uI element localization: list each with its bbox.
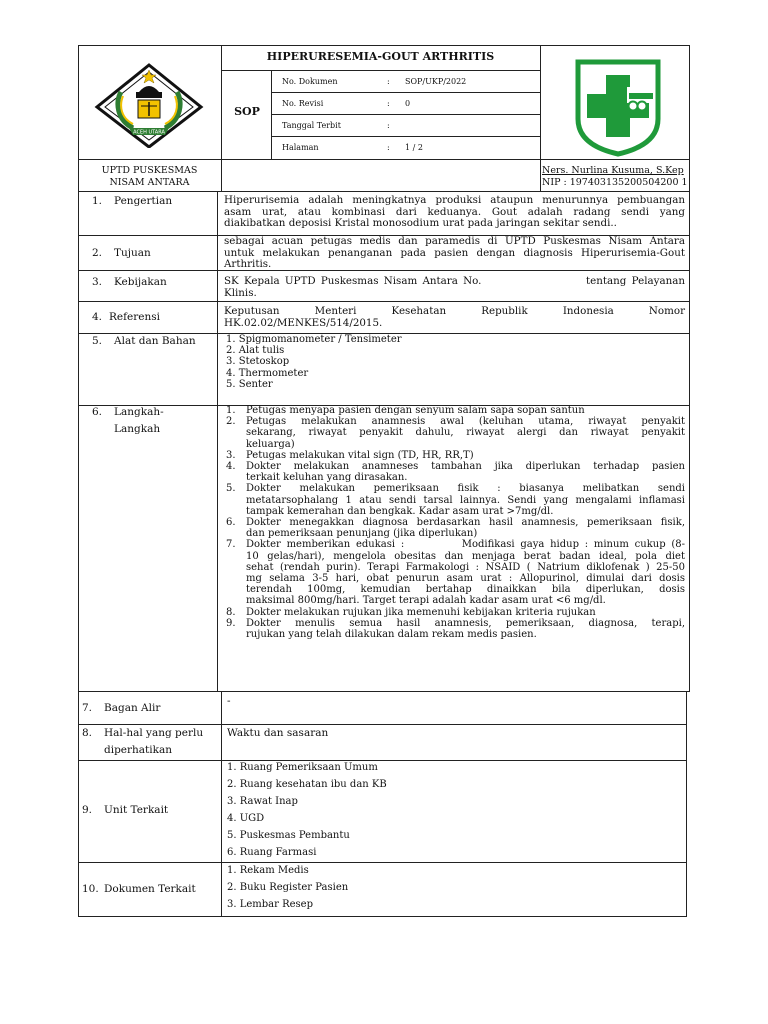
section-number: 2. xyxy=(92,247,103,259)
section-number: 1. xyxy=(92,195,103,207)
langkah-steps xyxy=(216,405,685,640)
pengertian-text: Hiperurisemia adalah meningkatnya produksi ataupun menurunnya pembuangan asam urat, atau kombinasi dari keduanya. Gout adalah radang sendi yang diakibatkan deposisi Kristal monosodium urat pada jaringan sekitar sendi.. xyxy=(224,194,685,230)
list-item: 2. Buku Register Pasien xyxy=(227,882,349,893)
meta-label-no-dokumen: No. Dokumen xyxy=(282,77,338,86)
section-number: 8. xyxy=(82,727,93,739)
label-tujuan: Tujuan xyxy=(114,247,151,259)
list-item: 2. Petugas melakukan anamnesis awal (keluhan utama, riwayat penyakit sekarang, riwayat penyakit dahulu, riwayat alergi dan riwayat penyakit keluarga) xyxy=(226,416,685,450)
sop-label: SOP xyxy=(234,105,260,118)
list-item: 1. Spigmomanometer / Tensimeter xyxy=(226,334,402,345)
meta-value-no-revisi: 0 xyxy=(405,99,411,108)
meta-value-no-dokumen: SOP/UKP/2022 xyxy=(405,77,467,86)
label-hal-hal-1: Hal-hal yang perlu xyxy=(104,727,204,739)
referensi-text: Keputusan Menteri Kesehatan Republik Indonesia Nomor HK.02.02/MENKES/514/2015. xyxy=(224,305,685,329)
label-hal-hal-2: diperhatikan xyxy=(104,744,173,756)
label-bagan-alir: Bagan Alir xyxy=(104,702,161,714)
meta-sep: : xyxy=(387,99,390,108)
unit-list xyxy=(227,759,667,861)
list-item: 9. Dokter menulis semua hasil anamnesis, pemeriksaan, diagnosa, terapi, rujukan yang telah dilakukan dalam rekam medis pasien. xyxy=(226,617,685,641)
list-item: 4. Thermometer xyxy=(226,367,309,379)
section-number: 9. xyxy=(82,804,93,816)
dokumen-list xyxy=(227,862,667,913)
list-item: 6. Dokter menegakkan diagnosa berdasarkan hasil anamnesis, pemeriksaan fisik, dan pemeriksaan penunjang (jika diperlukan) xyxy=(226,517,685,540)
label-pengertian: Pengertian xyxy=(114,195,173,207)
section-number: 5. xyxy=(92,335,103,347)
org-name-line1: UPTD PUSKESMAS xyxy=(101,165,198,176)
label-dokumen-terkait: Dokumen Terkait xyxy=(104,883,196,895)
list-item: 4. Dokter melakukan anamneses tambahan jika diperlukan terhadap pasien terkait keluhan yang dirasakan. xyxy=(226,461,685,484)
list-item: 4. UGD xyxy=(227,813,265,824)
list-item: 8. Dokter melakukan rujukan jika memenuhi kebijakan kriteria rujukan xyxy=(226,606,596,618)
document-title: HIPERURESEMIA-GOUT ARTHRITIS xyxy=(266,50,495,63)
section-number: 4. xyxy=(92,311,103,323)
list-item: 3. Lembar Resep xyxy=(227,899,313,910)
meta-label-tanggal-terbit: Tanggal Terbit xyxy=(282,121,341,130)
section-number: 6. xyxy=(92,406,103,418)
tujuan-text: sebagai acuan petugas medis dan paramedis di UPTD Puskesmas Nisam Antara untuk melakukan penanganan pada pasien dengan diagnosis Hiperurisemia-Gout Arthritis. xyxy=(224,235,685,271)
aceh-utara-logo xyxy=(93,62,205,148)
kebijakan-text: SK Kepala UPTD Puskesmas Nisam Antara No. tentang Pelayanan Klinis. xyxy=(224,275,685,299)
label-kebijakan: Kebijakan xyxy=(114,276,167,288)
alat-list xyxy=(226,334,666,390)
list-item: 5. Puskesmas Pembantu xyxy=(227,830,350,841)
label-referensi: Referensi xyxy=(109,311,160,323)
meta-label-no-revisi: No. Revisi xyxy=(282,99,324,108)
list-item: 1. Rekam Medis xyxy=(227,865,309,876)
list-item: 7. Dokter memberikan edukasi : Modifikasi gaya hidup : minum cukup (8- 10 gelas/hari), mengelola obesitas dan menjaga berat badan ideal, pola diet sehat (rendah purin). Terapi Farmakologi : NSAID ( Natrium diklofenak ) 25-50 mg selama 3-5 hari, obat penurun asam urat : Allopurinol, dimulai dari dosis terendah 100mg, kemudian bertahap dinaikkan bila diperlukan, dosis maksimal 800mg/hari. Target terapi adalah kadar asam urat <6 mg/dl. xyxy=(226,539,685,607)
list-item: 2. Alat tulis xyxy=(226,345,285,357)
hal-hal-value: Waktu dan sasaran xyxy=(227,727,329,739)
section-number: 10. xyxy=(82,883,99,895)
svg-text:ACEH UTARA: ACEH UTARA xyxy=(133,129,165,136)
label-alat-dan-bahan: Alat dan Bahan xyxy=(114,335,196,347)
label-langkah-1: Langkah- xyxy=(114,406,164,418)
puskesmas-logo xyxy=(573,57,663,157)
label-langkah-2: Langkah xyxy=(114,423,161,435)
meta-sep: : xyxy=(387,121,390,130)
list-item: 1. Ruang Pemeriksaan Umum xyxy=(227,762,378,773)
list-item: 1. Petugas menyapa pasien dengan senyum salam sapa sopan santun xyxy=(226,405,585,416)
list-item: 2. Ruang kesehatan ibu dan KB xyxy=(227,779,387,790)
signer-nip: NIP : 197403135200504200 1 xyxy=(542,177,688,188)
bagan-alir-value: - xyxy=(227,695,231,707)
meta-sep: : xyxy=(387,143,390,152)
list-item: 3. Rawat Inap xyxy=(227,796,298,807)
section-number: 3. xyxy=(92,276,103,288)
meta-sep: : xyxy=(387,77,390,86)
list-item: 5. Senter xyxy=(226,378,273,390)
list-item: 6. Ruang Farmasi xyxy=(227,847,317,858)
label-unit-terkait: Unit Terkait xyxy=(104,804,169,816)
list-item: 5. Dokter melakukan pemeriksaan fisik : biasanya melibatkan sendi metatarsophalang 1 atau sendi tarsal lainnya. Sendi yang mengalami inflamasi tampak kemerahan dan bengkak. Kadar asam urat >7mg/dl. xyxy=(226,483,685,517)
section-number: 7. xyxy=(82,702,93,714)
org-name-line2: NISAM ANTARA xyxy=(109,177,190,188)
signer-name: Ners. Nurlina Kusuma, S.Kep xyxy=(542,165,684,176)
meta-value-halaman: 1 / 2 xyxy=(405,143,423,152)
list-item: 3. Petugas melakukan vital sign (TD, HR, RR,T) xyxy=(226,449,474,461)
meta-label-halaman: Halaman xyxy=(282,143,319,152)
list-item: 3. Stetoskop xyxy=(226,356,290,368)
